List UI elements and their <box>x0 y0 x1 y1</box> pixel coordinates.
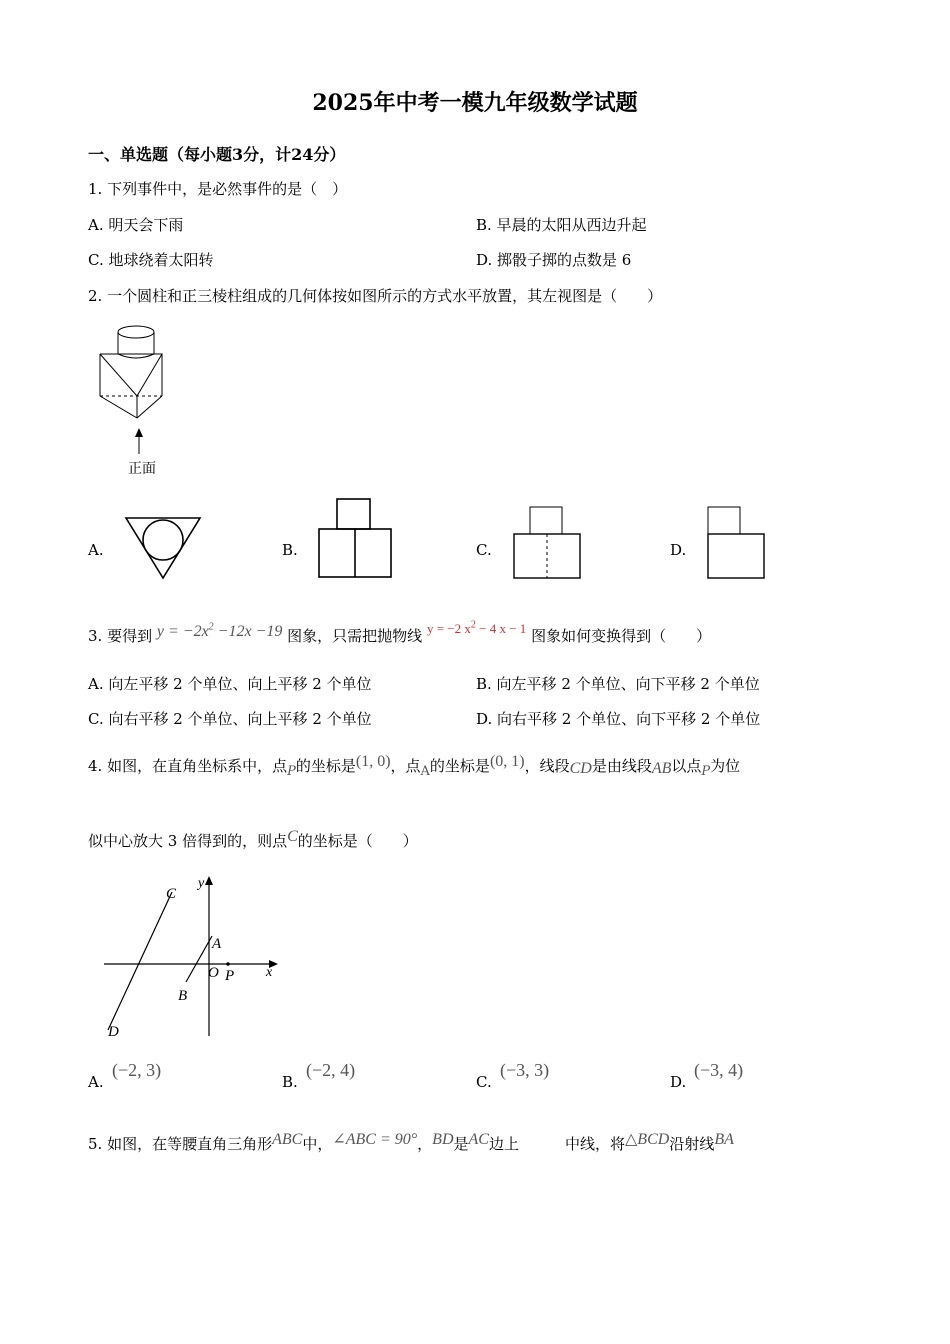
q2-option-c-letter: C. <box>476 541 492 559</box>
q5-stem <box>88 1133 734 1154</box>
q3-middle: 图象，只需把抛物线 <box>287 627 423 645</box>
top-square <box>708 507 740 534</box>
q5-triangle-abc: ABC <box>272 1131 303 1148</box>
page-title: 2025年中考一模九年级数学试题 <box>312 90 638 116</box>
triangle-shape <box>126 518 200 578</box>
q5-triangle-bcd: △BCD <box>625 1131 670 1148</box>
q5-angle: ∠ABC = 90° <box>332 1131 418 1148</box>
q3-option-d: D. 向右平移 2 个单位、向下平移 2 个单位 <box>476 710 761 728</box>
label-p: P <box>225 968 235 984</box>
q5-segment-bd: BD <box>432 1131 454 1148</box>
cylinder-bottom-arc <box>118 354 154 358</box>
q1-option-c: C. 地球绕着太阳转 <box>88 251 214 269</box>
q1-option-b: B. 早晨的太阳从西边升起 <box>476 216 647 234</box>
q5-text: 中线，将 <box>564 1135 625 1153</box>
q2-option-d-letter: D. <box>670 541 687 559</box>
q4-option-b-value: (−2, 4) <box>306 1060 356 1080</box>
top-square <box>530 507 562 534</box>
segment-cd <box>108 892 172 1030</box>
q3-suffix: 图象如何变换得到（ ） <box>531 627 712 645</box>
q2-option-c-figure <box>510 505 584 582</box>
q1-stem: 1. 下列事件中，是必然事件的是（ ） <box>88 180 348 198</box>
formula-2-base: y = −2 x <box>426 621 471 636</box>
q3-option-a: A. 向左平移 2 个单位、向上平移 2 个单位 <box>88 675 372 693</box>
q5-text: 中， <box>302 1135 333 1153</box>
label-c: C <box>166 886 177 902</box>
q4-coord-p: (1, 0) <box>355 753 391 770</box>
q1-option-a: A. 明天会下雨 <box>88 216 184 234</box>
bottom-rect <box>708 534 764 578</box>
label-o: O <box>208 965 219 981</box>
q4-coordinate-figure <box>100 870 285 1040</box>
q5-text: 沿射线 <box>669 1135 715 1153</box>
point-p-dot <box>226 962 230 966</box>
q4-point-a: A <box>420 764 430 779</box>
label-d: D <box>108 1024 119 1040</box>
q4-text: 的坐标是（ ） <box>297 832 418 850</box>
label-b: B <box>178 988 188 1004</box>
q5-text: 边上 <box>488 1135 519 1153</box>
q4-text: ，线段 <box>524 757 570 775</box>
q3-option-c: C. 向右平移 2 个单位、向上平移 2 个单位 <box>88 710 372 728</box>
q4-text: 的坐标是 <box>429 757 490 775</box>
q4-text: 似中心放大 3 倍得到的，则点 <box>88 832 288 850</box>
top-square <box>337 499 370 529</box>
q5-text: 5. 如图，在等腰直角三角形 <box>88 1135 273 1153</box>
q4-point-p: P <box>287 764 296 779</box>
label-a: A <box>212 936 222 952</box>
q4-text: 为位 <box>710 757 741 775</box>
q5-segment-ac: AC <box>468 1131 489 1148</box>
cylinder-top-ellipse <box>118 326 154 338</box>
q4-option-d-letter: D. <box>670 1073 687 1091</box>
q2-option-a-figure <box>122 512 204 582</box>
q4-text: ，点 <box>390 757 421 775</box>
q2-stem: 2. 一个圆柱和正三棱柱组成的几何体按如图所示的方式水平放置，其左视图是（ ） <box>88 287 663 305</box>
q3-formula-1 <box>157 623 283 640</box>
q4-point-p: P <box>701 764 711 779</box>
formula-2-rest: − 4 x − 1 <box>475 621 527 636</box>
y-axis-arrow <box>205 876 213 885</box>
q3-formula-2 <box>427 621 526 636</box>
q4-segment-cd: CD <box>569 760 592 777</box>
q4-text: 是由线段 <box>591 757 652 775</box>
q3-prefix: 3. 要得到 <box>88 627 153 645</box>
formula-2-exponent: 2 <box>470 619 476 631</box>
q4-option-b-letter: B. <box>282 1073 298 1091</box>
prism-top-face <box>100 354 162 396</box>
q5-text: 是 <box>453 1135 469 1153</box>
section-heading: 一、单选题（每小题3分，计24分） <box>88 145 346 164</box>
front-arrow-head <box>135 428 143 437</box>
formula-1-base: y = −2x <box>156 623 209 640</box>
q4-coord-a: (0, 1) <box>489 753 525 770</box>
formula-1-rest: −12x −19 <box>213 623 283 640</box>
q5-text: ， <box>417 1135 433 1153</box>
q3-option-b: B. 向左平移 2 个单位、向下平移 2 个单位 <box>476 675 760 693</box>
prism-bottom-front-right <box>137 396 162 418</box>
q4-text: 以点 <box>671 757 702 775</box>
prism-bottom-front-left <box>100 396 137 418</box>
label-x: x <box>266 965 273 980</box>
q2-option-a-letter: A. <box>88 541 104 559</box>
q5-ray-ba: BA <box>714 1131 734 1148</box>
q1-option-d: D. 掷骰子掷的点数是 6 <box>476 251 632 269</box>
q4-option-d-value: (−3, 4) <box>694 1060 744 1080</box>
circle-shape <box>143 520 183 560</box>
q4-text: 4. 如图，在直角坐标系中，点 <box>88 757 288 775</box>
q2-front-label: 正面 <box>128 461 156 477</box>
q2-option-d-figure <box>704 505 768 582</box>
q3-stem <box>88 619 712 646</box>
q4-point-c: C <box>287 828 298 845</box>
q2-option-b-letter: B. <box>282 541 298 559</box>
formula-1-exponent: 2 <box>208 621 214 633</box>
q2-option-b-figure <box>314 495 396 582</box>
q4-segment-ab: AB <box>651 760 672 777</box>
q4-stem-line-1 <box>88 753 741 779</box>
q4-option-c-letter: C. <box>476 1073 492 1091</box>
label-y: y <box>198 876 205 891</box>
q4-text: 的坐标是 <box>295 757 356 775</box>
q4-option-c-value: (−3, 3) <box>500 1060 550 1080</box>
q4-option-a-letter: A. <box>88 1073 104 1091</box>
q4-stem-line-2 <box>88 830 418 851</box>
q4-option-a-value: (−2, 3) <box>112 1060 162 1080</box>
